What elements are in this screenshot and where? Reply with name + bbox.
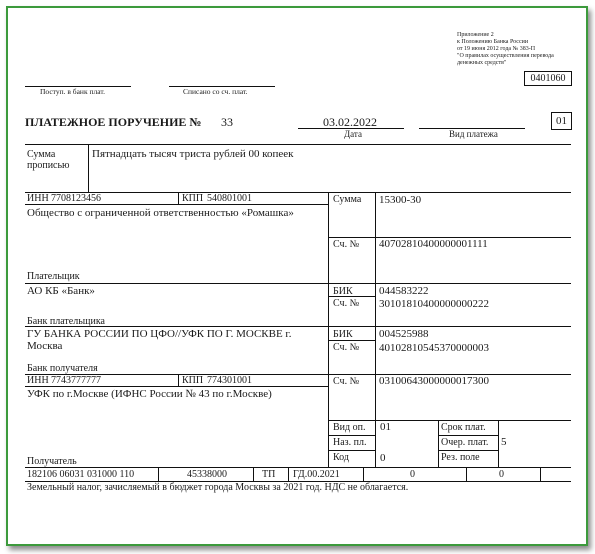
- row-line: [328, 237, 376, 238]
- kod-label: Код: [333, 452, 349, 463]
- payee-bank-label: Банк получателя: [27, 363, 98, 374]
- row-line: [328, 420, 571, 421]
- tax-basis: ТП: [262, 469, 276, 480]
- payee-bank-account-label: Сч. №: [333, 342, 360, 353]
- col-line: [375, 192, 376, 468]
- payee-bank-name-1: ГУ БАНКА РОССИИ ПО ЦФО//УФК ПО Г. МОСКВЕ г.: [27, 328, 292, 340]
- payer-account-label: Сч. №: [333, 239, 360, 250]
- row-line: [328, 435, 376, 436]
- row-line: [25, 283, 571, 284]
- payer-amount-label: Сумма: [333, 194, 362, 205]
- status-code-value: 01: [556, 115, 567, 127]
- row-line: [438, 450, 498, 451]
- payee-bank-account: 40102810545370000003: [379, 342, 489, 354]
- ocher-plat-label: Очер. плат.: [441, 437, 489, 448]
- row-line: [328, 450, 376, 451]
- vid-op-value: 01: [380, 421, 391, 433]
- document-date: 03.02.2022: [323, 115, 377, 129]
- oktmo: 45338000: [187, 469, 227, 480]
- row-line: [25, 204, 329, 205]
- appendix-line-1: Приложение 2: [457, 32, 494, 38]
- payer-bank-account: 30101810400000000222: [379, 298, 489, 310]
- srok-plat-label: Срок плат.: [441, 422, 486, 433]
- payer-amount: 15300-30: [379, 194, 422, 206]
- payer-bank-name: АО КБ «Банк»: [27, 285, 95, 297]
- col-line: [178, 192, 179, 204]
- payer-bank-account-label: Сч. №: [333, 298, 360, 309]
- row-line: [438, 435, 498, 436]
- vid-op-label: Вид оп.: [333, 422, 366, 433]
- col-line: [438, 420, 439, 468]
- payer-kpp-label: КПП: [182, 193, 204, 204]
- col-line: [288, 467, 289, 481]
- kod-value: 0: [380, 452, 386, 464]
- payee-kpp: 774301001: [207, 375, 252, 386]
- appendix-line-5: денежных средств": [457, 60, 507, 66]
- amount-words-value: Пятнадцать тысяч триста рублей 00 копеек: [92, 148, 294, 160]
- row-line: [25, 144, 571, 145]
- appendix-line-4: "О правилах осуществления перевода: [457, 53, 554, 59]
- row-line: [328, 340, 376, 341]
- debited-label: Списано со сч. плат.: [183, 87, 248, 96]
- payee-account-label: Сч. №: [333, 376, 360, 387]
- payee-account: 03100643000000017300: [379, 375, 489, 387]
- tax-doc-date: 0: [499, 469, 504, 480]
- payer-bank-bik-label: БИК: [333, 286, 353, 297]
- document-title: ПЛАТЕЖНОЕ ПОРУЧЕНИЕ №: [25, 115, 202, 129]
- col-line: [178, 374, 179, 386]
- row-line: [25, 467, 571, 468]
- form-code-value: 0401060: [530, 73, 566, 84]
- payment-order-form: [6, 6, 588, 546]
- document-number: 33: [221, 115, 233, 129]
- payer-name: Общество с ограниченной ответственностью «Ромашка»: [27, 207, 294, 219]
- payer-bank-bik: 044583222: [379, 285, 429, 297]
- payment-purpose: Земельный налог, зачисляемый в бюджет города Москвы за 2021 год. НДС не облагается.: [27, 482, 409, 493]
- col-line: [253, 467, 254, 481]
- payer-account: 40702810400000001111: [379, 238, 488, 250]
- date-label: Дата: [344, 129, 362, 139]
- col-line: [158, 467, 159, 481]
- ocher-plat-value: 5: [501, 436, 507, 448]
- payee-inn: 7743777777: [51, 375, 101, 386]
- received-label: Поступ. в банк плат.: [40, 87, 105, 96]
- payee-kpp-label: КПП: [182, 375, 204, 386]
- payment-type-label: Вид платежа: [449, 129, 498, 139]
- col-line: [328, 192, 329, 468]
- appendix-line-3: от 19 июня 2012 года № 383-П: [457, 46, 536, 52]
- payer-label: Плательщик: [27, 271, 80, 282]
- payer-bank-label: Банк плательщика: [27, 316, 105, 327]
- payer-kpp: 540801001: [207, 193, 252, 204]
- col-line: [466, 467, 467, 481]
- col-line: [498, 420, 499, 468]
- payee-bank-bik-label: БИК: [333, 329, 353, 340]
- tax-period: ГД.00.2021: [293, 469, 340, 480]
- col-line: [88, 144, 89, 192]
- payee-bank-bik: 004525988: [379, 328, 429, 340]
- col-line: [540, 467, 541, 481]
- row-line: [328, 296, 376, 297]
- payee-name: УФК по г.Москве (ИФНС России № 43 по г.Москве): [27, 388, 272, 400]
- payer-inn: 7708123456: [51, 193, 101, 204]
- row-line: [25, 386, 329, 387]
- row-line: [25, 192, 571, 193]
- payer-inn-label: ИНН: [27, 193, 49, 204]
- form-code: [524, 71, 572, 86]
- appendix-line-2: к Положению Банка России: [457, 39, 529, 45]
- tax-doc-number: 0: [410, 469, 415, 480]
- payee-inn-label: ИНН: [27, 375, 49, 386]
- col-line: [363, 467, 364, 481]
- rez-pole-label: Рез. поле: [441, 452, 480, 463]
- amount-words-label-2: прописью: [27, 160, 70, 171]
- kbk: 182106 06031 031000 110: [27, 469, 135, 480]
- amount-words-label-1: Сумма: [27, 149, 56, 160]
- payee-bank-name-2: Москва: [27, 340, 63, 352]
- row-line: [25, 374, 571, 375]
- payee-label: Получатель: [27, 456, 77, 467]
- row-line: [25, 326, 571, 327]
- naz-pl-label: Наз. пл.: [333, 437, 367, 448]
- status-code-box: [551, 112, 572, 130]
